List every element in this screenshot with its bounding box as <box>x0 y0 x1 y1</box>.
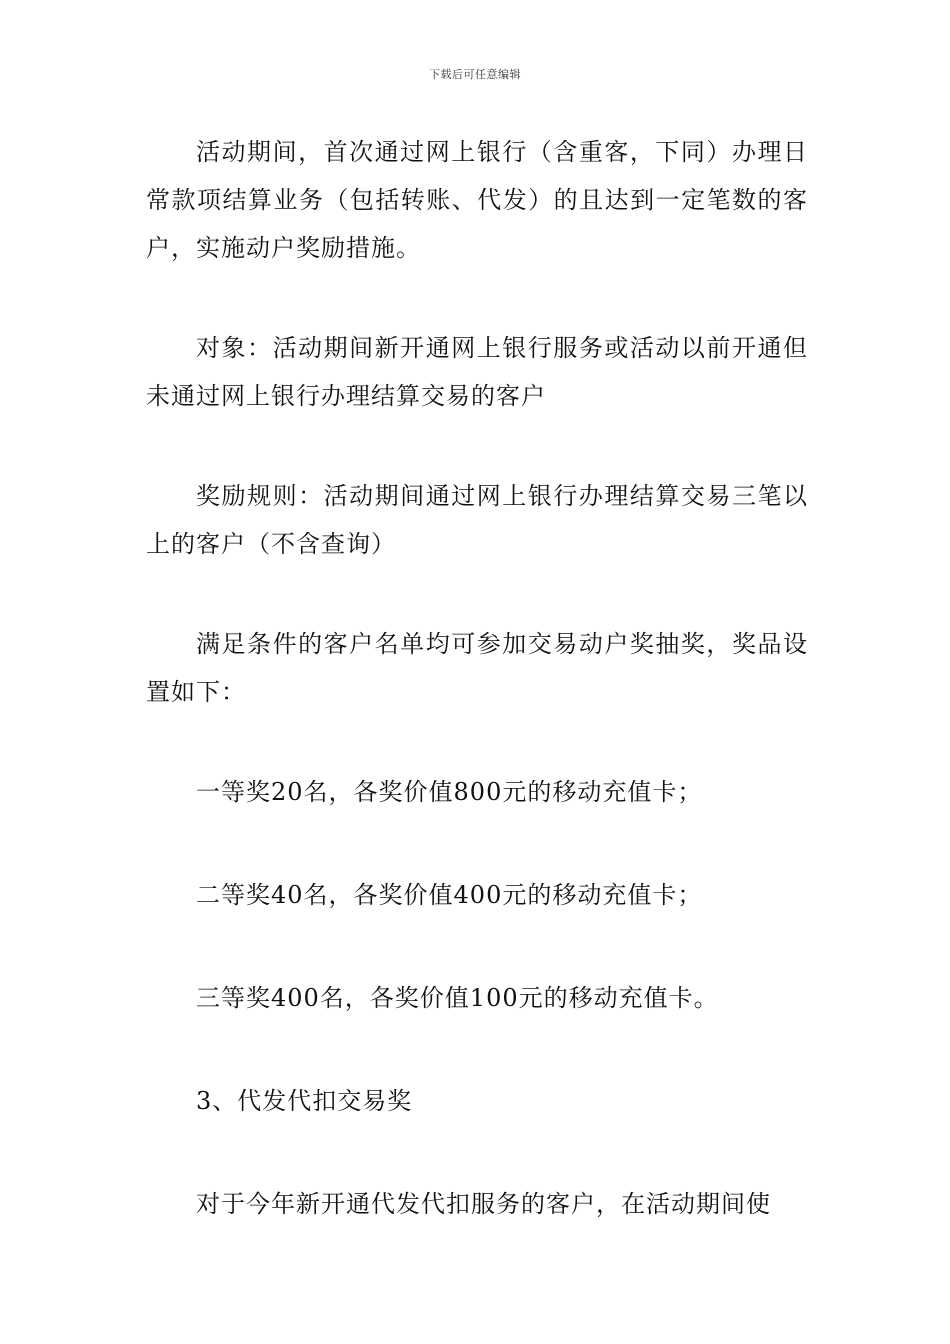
paragraph-spacer <box>146 716 808 768</box>
paragraph-payroll-deduction: 对于今年新开通代发代扣服务的客户，在活动期间使 <box>196 1190 771 1218</box>
paragraph-spacer <box>146 816 808 871</box>
paragraph-spacer <box>146 919 808 974</box>
document-body <box>146 128 808 1228</box>
paragraph-second-prize: 二等奖40名，各奖价值400元的移动充值卡； <box>196 881 703 909</box>
paragraph-spacer <box>146 1125 808 1180</box>
paragraph-reward-rules: 奖励规则：活动期间通过网上银行办理结算交易三笔以上的客户（不含查询） <box>146 482 808 558</box>
paragraph-spacer <box>146 272 808 324</box>
paragraph-spacer <box>146 1022 808 1077</box>
paragraph-first-prize: 一等奖20名，各奖价值800元的移动充值卡； <box>196 778 703 806</box>
paragraph-target: 对象：活动期间新开通网上银行服务或活动以前开通但未通过网上银行办理结算交易的客户 <box>146 334 808 410</box>
header-note: 下载后可任意编辑 <box>429 68 521 81</box>
section-heading-payroll-deduction: 3、代发代扣交易奖 <box>196 1087 413 1115</box>
paragraph-third-prize: 三等奖400名，各奖价值100元的移动充值卡。 <box>196 984 719 1012</box>
paragraph-eligibility: 满足条件的客户名单均可参加交易动户奖抽奖，奖品设置如下： <box>146 630 808 706</box>
paragraph-spacer <box>146 420 808 472</box>
paragraph-spacer <box>146 568 808 620</box>
paragraph-activity-period: 活动期间，首次通过网上银行（含重客，下同）办理日常款项结算业务（包括转账、代发）的且达到一定笔数的客户，实施动户奖励措施。 <box>146 138 808 262</box>
